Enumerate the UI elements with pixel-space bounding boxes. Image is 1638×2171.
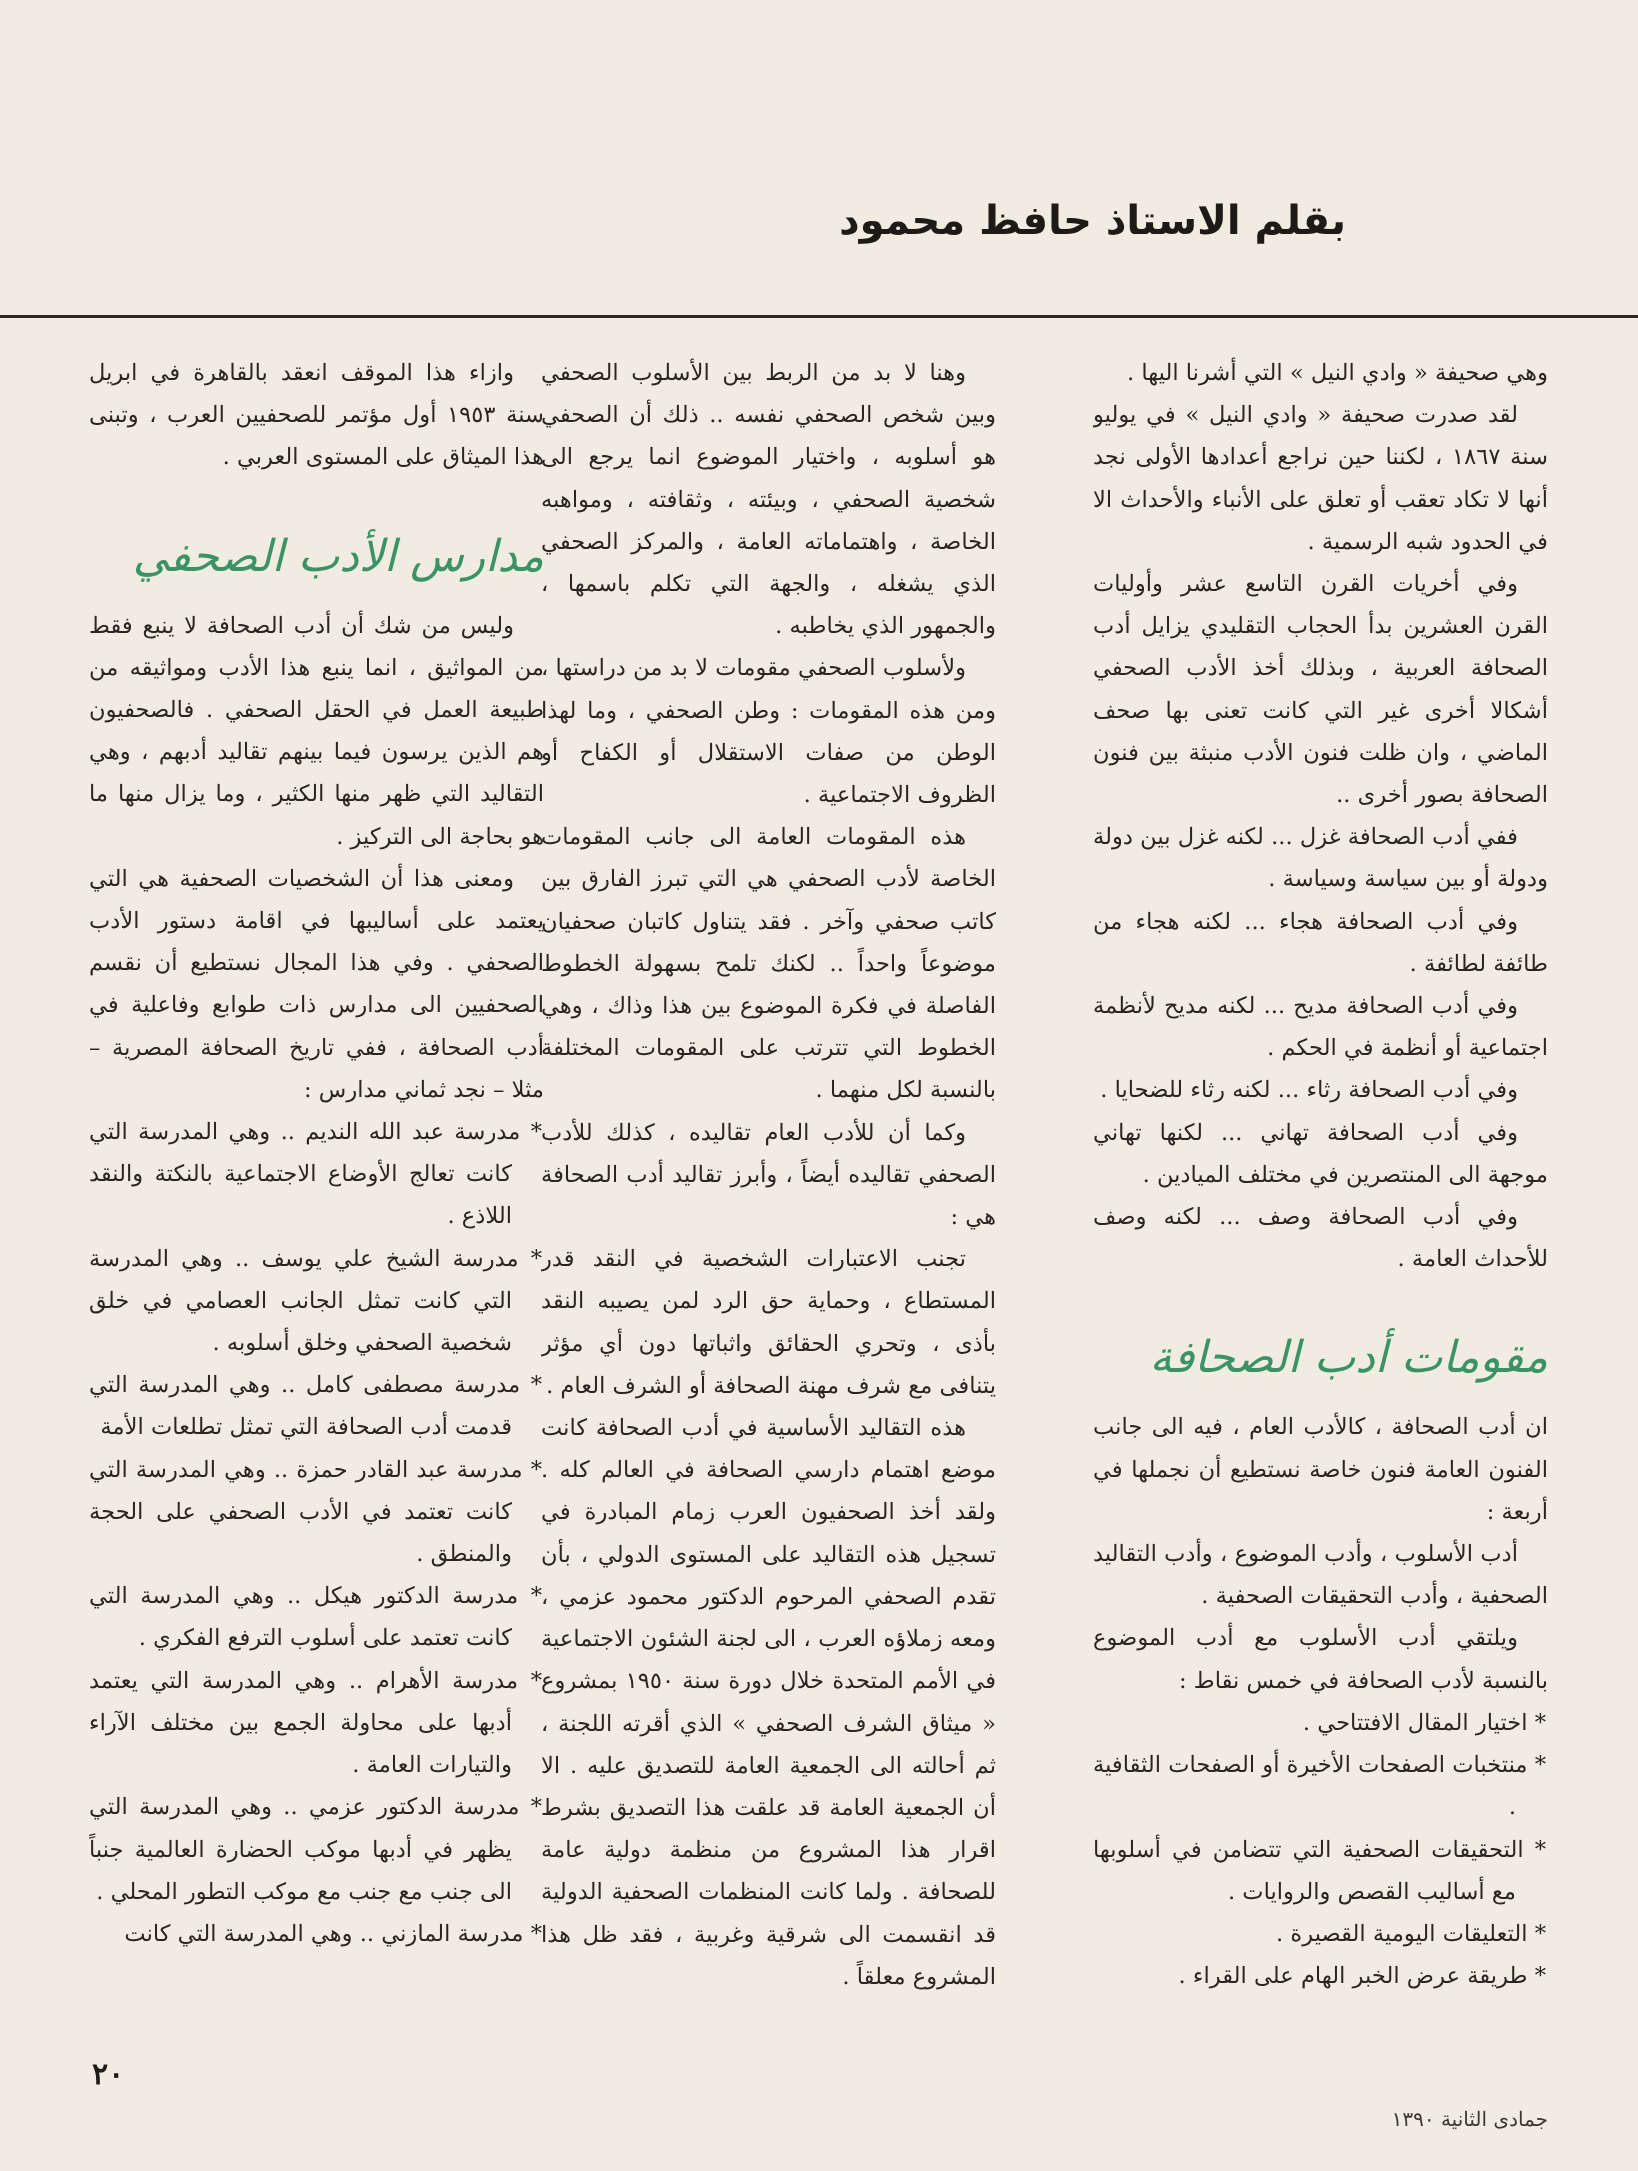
list-item: * طريقة عرض الخبر الهام على القراء . [1178, 1963, 1546, 1990]
page-number: ٢٠ [92, 2057, 125, 2092]
paragraph: لقد صدرت صحيفة « وادي النيل » في يوليو سنة ١٨٦٧ ، لكننا حين نراجع أعدادها الأولى نجد أنها لا تكاد تعقب أو تعلق على الأنباء والأحداث الا في الحدود شبه الرسمية . [1093, 402, 1548, 555]
paragraph: وكما أن للأدب العام تقاليده ، كذلك للأدب الصحفي تقاليده أيضاً ، وأبرز تقاليد أدب الصحافة هي : [541, 1119, 996, 1231]
paragraph: أدب الأسلوب ، وأدب الموضوع ، وأدب التقاليد الصحفية ، وأدب التحقيقات الصحفية . [1093, 1541, 1548, 1610]
paragraph: ففي أدب الصحافة غزل ... لكنه غزل بين دولة ودولة أو بين سياسة وسياسة . [1093, 824, 1548, 893]
paragraph: وهنا لا بد من الربط بين الأسلوب الصحفي وبين شخص الصحفي نفسه .. ذلك أن الصحفي هو أسلوبه ، واختيار الموضوع انما يرجع الى شخصية الصحفي ، وبيئته ، وثقافته ، ومواهبه الخاصة ، واهتماماته العامة ، والمركز الصحفي الذي يشغله ، والجهة التي تكلم باسمها ، والجمهور الذي يخاطبه . [541, 360, 996, 640]
list-item: * مدرسة الدكتور عزمي .. وهي المدرسة التي يظهر في أدبها موكب الحضارة العالمية جنباً الى جنب مع جنب مع موكب التطور المحلي . [89, 1794, 542, 1905]
paragraph: وفي أخريات القرن التاسع عشر وأوليات القرن العشرين بدأ الحجاب التقليدي يزايل أدب الصحافة العربية ، وبذلك أخذ الأدب الصحفي أشكالا أخرى غير التي كانت تعنى بها صحف الماضي ، وان ظلت فنون الأدب منبثة بين فنون الصحافة بصور أخرى .. [1093, 571, 1548, 809]
author-byline: بقلم الاستاذ حافظ محمود [839, 198, 1346, 244]
paragraph: وفي أدب الصحافة وصف ... لكنه وصف للأحداث العامة . [1093, 1204, 1548, 1273]
paragraph: ان أدب الصحافة ، كالأدب العام ، فيه الى جانب الفنون العامة فنون خاصة نستطيع أن نجملها في أربعة : [1093, 1414, 1548, 1525]
paragraph: وفي أدب الصحافة هجاء ... لكنه هجاء من طائفة لطائفة . [1093, 908, 1548, 977]
paragraph: هذه التقاليد الأساسية في أدب الصحافة كانت موضع اهتمام دارسي الصحافة في العالم كله . ولقد أخذ الصحفيون العرب زمام المبادرة في تسجيل هذه التقاليد على المستوى الدولي ، بأن تقدم الصحفي المرحوم الدكتور محمود عزمي ، ومعه زملاؤه العرب ، الى لجنة الشئون الاجتماعية في الأمم المتحدة خلال دورة سنة ١٩٥٠ بمشروع « ميثاق الشرف الصحفي » الذي أقرته اللجنة ، ثم أحالته الى الجمعية العامة للتصديق عليه . الا أن الجمعية العامة قد علقت هذا التصديق بشرط اقرار هذا المشروع من منظمة دولية عامة للصحافة . ولما كانت المنظمات الصحفية الدولية قد انقسمت الى شرقية وغربية ، فقد ظل هذا المشروع معلقاً . [541, 1415, 996, 1990]
list-item: * مدرسة عبد القادر حمزة .. وهي المدرسة التي كانت تعتمد في الأدب الصحفي على الحجة والمنطق . [89, 1456, 542, 1568]
paragraph: وهي صحيفة « وادي النيل » التي أشرنا اليها . [1126, 360, 1548, 386]
paragraph: ومعنى هذا أن الشخصيات الصحفية هي التي يعتمد على أساليبها في اقامة دستور الأدب الصحفي . وفي هذا المجال نستطيع أن نقسم الصحفيين الى مدارس ذات طوابع وفاعلية في أدب الصحافة ، ففي تاريخ الصحافة المصرية – مثلا – نجد ثماني مدارس : [89, 865, 544, 1103]
paragraph: ويلتقي أدب الأسلوب مع أدب الموضوع بالنسبة لأدب الصحافة في خمس نقاط : [1093, 1625, 1548, 1694]
list-item: * التعليقات اليومية القصيرة . [1276, 1920, 1546, 1947]
list-item: * التحقيقات الصحفية التي تتضامن في أسلوبها مع أساليب القصص والروايات . [1093, 1836, 1546, 1905]
list-item: * اختيار المقال الافتتاحي . [1302, 1709, 1546, 1736]
footer-date: جمادى الثانية ١٣٩٠ [1391, 2107, 1548, 2131]
paragraph: ولأسلوب الصحفي مقومات لا بد من دراستها ، ومن هذه المقومات : وطن الصحفي ، وما لهذا الوطن من صفات الاستقلال أو الكفاح أو الظروف الاجتماعية . [541, 655, 996, 809]
column-right [1093, 352, 1548, 2012]
list-item: * مدرسة الشيخ علي يوسف .. وهي المدرسة التي كانت تمثل الجانب العصامي في خلق شخصية الصحفي وخلق أسلوبه . [89, 1245, 542, 1357]
list-item: * مدرسة المازني .. وهي المدرسة التي كانت [124, 1920, 542, 1947]
list-item: * منتخبات الصفحات الأخيرة أو الصفحات الثقافية . [1093, 1752, 1546, 1821]
header-rule [0, 315, 1638, 318]
column-left [89, 352, 544, 2062]
list-item: * مدرسة مصطفى كامل .. وهي المدرسة التي قدمت أدب الصحافة التي تمثل تطلعات الأمة [89, 1372, 542, 1441]
paragraph: وفي أدب الصحافة تهاني ... لكنها تهاني موجهة الى المنتصرين في مختلف الميادين . [1093, 1119, 1548, 1188]
list-item: * مدرسة عبد الله النديم .. وهي المدرسة التي كانت تعالج الأوضاع الاجتماعية بالنكتة والنقد اللاذع . [89, 1119, 542, 1230]
column-middle [541, 352, 996, 2062]
paragraph: تجنب الاعتبارات الشخصية في النقد قدر المستطاع ، وحماية حق الرد لمن يصيبه النقد بأذى ، وتحري الحقائق واثباتها دون أي مؤثر يتنافى مع شرف مهنة الصحافة أو الشرف العام . [541, 1246, 996, 1399]
paragraph: وفي أدب الصحافة رثاء ... لكنه رثاء للضحايا . [1100, 1077, 1518, 1104]
section-heading-schools: مدارس الأدب الصحفي [132, 530, 544, 582]
paragraph: وازاء هذا الموقف انعقد بالقاهرة في ابريل سنة ١٩٥٣ أول مؤتمر للصحفيين العرب ، وتبنى هذا الميثاق على المستوى العربي . [89, 360, 544, 471]
list-item: * مدرسة الأهرام .. وهي المدرسة التي يعتمد أدبها على محاولة الجمع بين مختلف الآراء والتيارات العامة . [89, 1667, 542, 1779]
paragraph: هذه المقومات العامة الى جانب المقومات الخاصة لأدب الصحفي هي التي تبرز الفارق بين كاتب صحفي وآخر . فقد يتناول كاتبان صحفيان موضوعاً واحداً .. لكنك تلمح بسهولة الخطوط الفاصلة في فكرة الموضوع بين هذا وذاك ، وهي الخطوط التي تترتب على المقومات المختلفة بالنسبة لكل منهما . [541, 824, 996, 1104]
paragraph: وفي أدب الصحافة مديح ... لكنه مديح لأنظمة اجتماعية أو أنظمة في الحكم . [1093, 993, 1548, 1062]
section-heading-journalism-elements: مقومات أدب الصحافة [1149, 1332, 1548, 1384]
paragraph: وليس من شك أن أدب الصحافة لا ينبع فقط من المواثيق ، انما ينبع هذا الأدب ومواثيقه من طبيعة العمل في الحقل الصحفي . فالصحفيون هم الذين يرسون فيما بينهم تقاليد أدبهم ، وهي التقاليد التي ظهر منها الكثير ، وما يزال منها ما هو بحاجة الى التركيز . [89, 612, 544, 850]
list-item: * مدرسة الدكتور هيكل .. وهي المدرسة التي كانت تعتمد على أسلوب الترفع الفكري . [89, 1583, 542, 1652]
